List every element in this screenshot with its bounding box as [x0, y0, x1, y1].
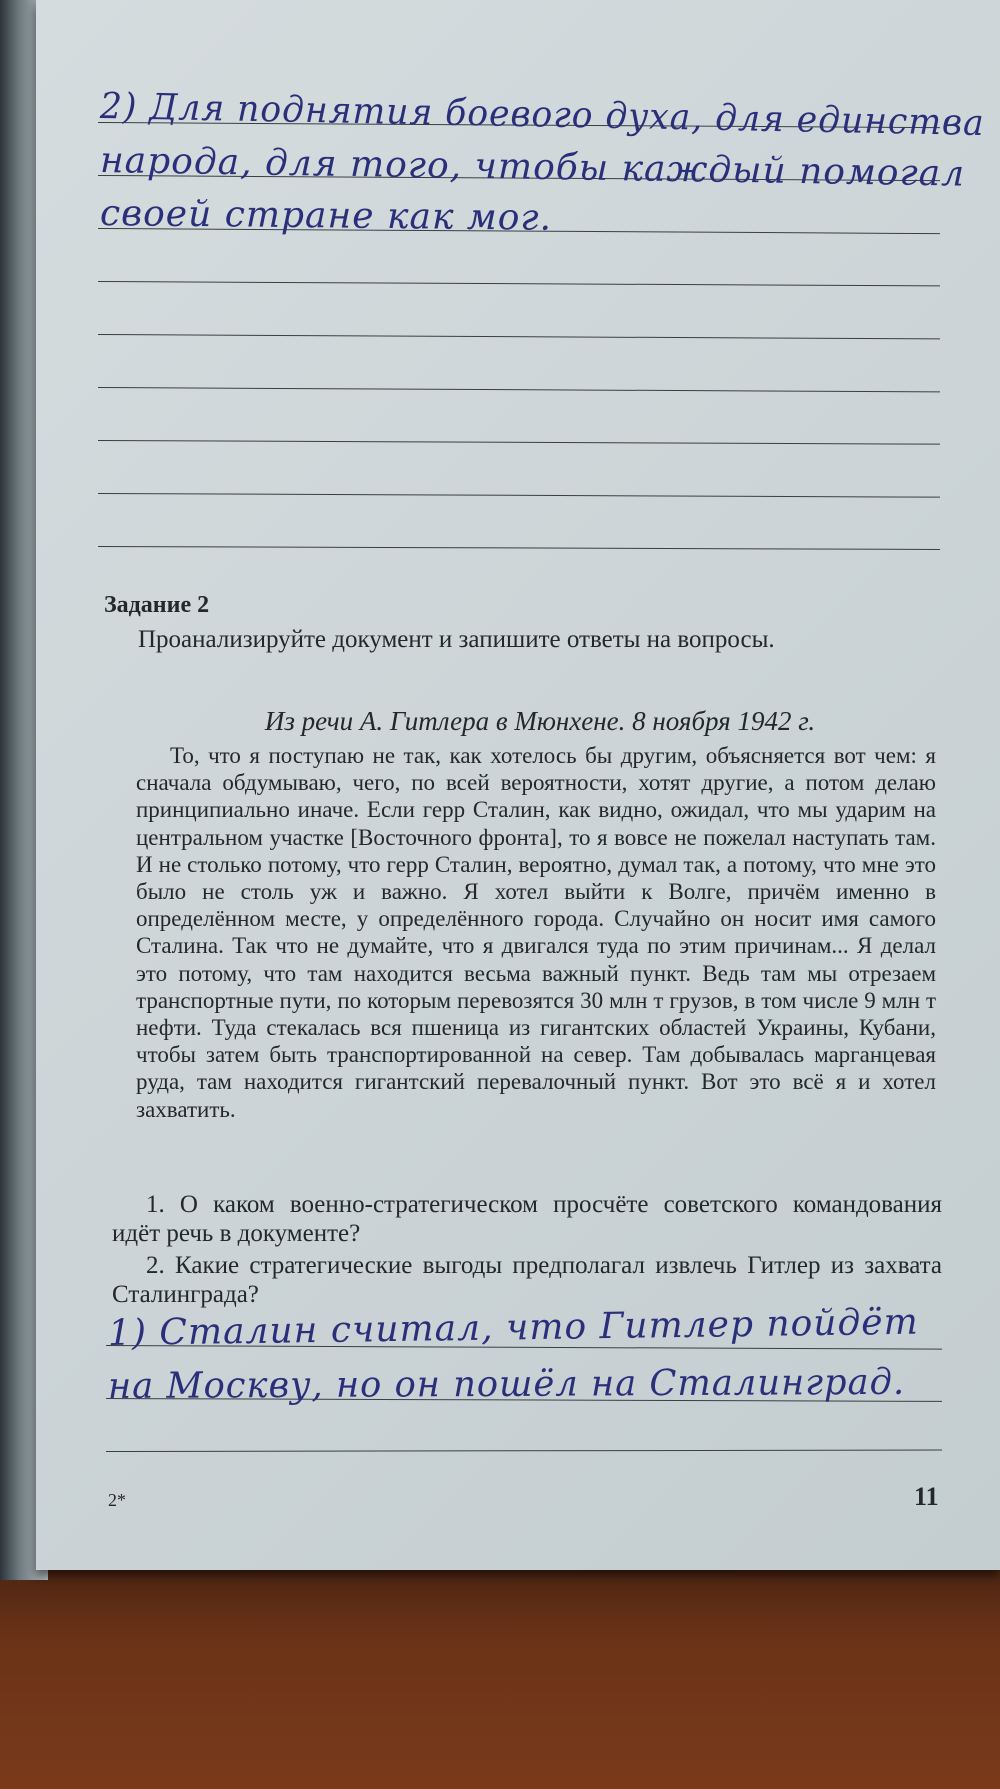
- handwritten-answer-line: своей стране как мог.: [99, 193, 553, 239]
- handwritten-answer-line: 1) Сталин считал, что Гитлер пойдёт: [107, 1301, 919, 1354]
- wooden-table: [0, 1560, 1000, 1789]
- signature-mark: 2*: [108, 1490, 126, 1510]
- question-1: 1. О каком военно-стратегическом просчёте советского командования идёт речь в документе?: [112, 1191, 942, 1247]
- handwritten-answer-line: 2) Для поднятия боевого духа, для единства: [99, 86, 986, 144]
- question-2: 2. Какие стратегические выгоды предполагал извлечь Гитлер из захвата Сталинграда?: [112, 1252, 942, 1308]
- handwritten-answer-line: на Москву, но он пошёл на Сталинград.: [107, 1361, 906, 1407]
- page-number: 11: [914, 1482, 939, 1511]
- document-text: То, что я поступаю не так, как хотелось бы другим, объясняется вот чем: я сначала обдумываю, чего, по всей вероятности, хотят другие, а потом делаю принципиально иначе. Если герр Сталин, как видно, ожидал, что мы ударим на центральном участке [Восточного фронта], то я вовсе не пожелал наступать там. И не столько потому, что герр Сталин, вероятно, думал так, а потому, что мне это было не столь уж и важно. Я хотел выйти к Волге, причём именно в определённом месте, у определённого города. Случайно он носит имя самого Сталина. Так что не думайте, что я двигался туда по этим причинам... Я делал это потому, что там находится весьма важный пункт. Ведь там мы отрезаем транспортные пути, по которым перевозятся 30 млн т грузов, в том числе 9 млн т нефти. Туда стекалась вся пшеница из гигантских областей Украины, Кубани, чтобы затем быть транспортированной на север. Там добывалась марганцевая руда, там находится гигантский перевалочный пункт. Вот это всё я и хотел захватить.: [136, 743, 936, 1122]
- handwritten-answer-line: народа, для того, чтобы каждый помогал: [99, 140, 966, 195]
- document-title: Из речи А. Гитлера в Мюнхене. 8 ноября 1942 г.: [264, 706, 816, 736]
- task-instruction: Проанализируйте документ и запишите ответы на вопросы.: [138, 626, 775, 653]
- task-title: Задание 2: [104, 592, 210, 618]
